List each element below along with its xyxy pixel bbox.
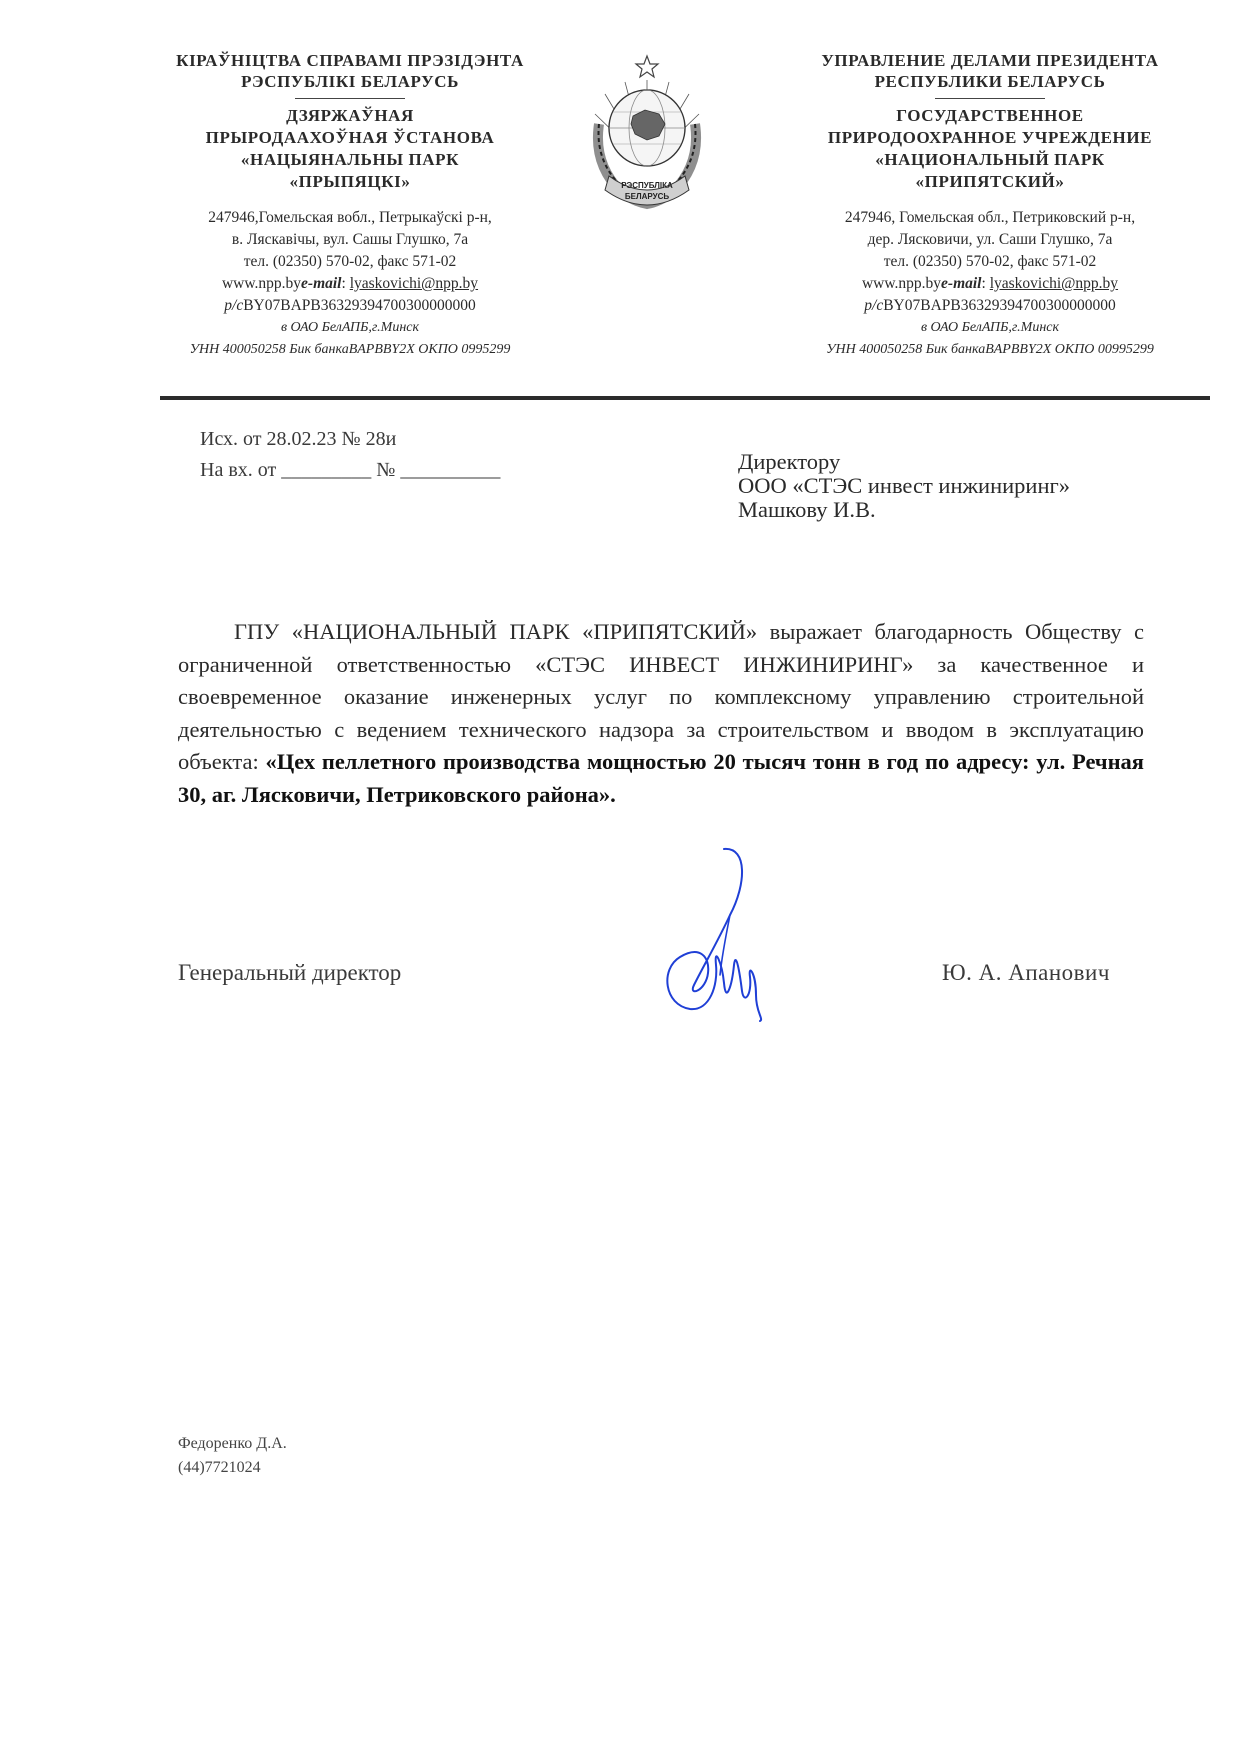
org-name-ru-line1: ГОСУДАРСТВЕННОЕ [896,106,1084,125]
org-name-ru-line4: «ПРИПЯТСКИЙ» [915,172,1065,191]
email-label: e-mail [941,275,982,292]
web-email-line: www.npp.bye-mail: lyaskovichi@npp.by [221,275,479,292]
header-right [770,50,1210,361]
authority-name-ru-line2: РЕСПУБЛИКИ БЕЛАРУСЬ [874,72,1106,91]
signatory-name: Ю. А. Апанович [942,960,1110,985]
account-line [770,295,1210,317]
executor-phone: (44)7721024 [178,1459,261,1476]
email-link[interactable]: lyaskovichi@npp.by [349,275,479,292]
org-name-be-line1: ДЗЯРЖАЎНАЯ [286,106,414,125]
body-paragraph [178,616,1144,811]
phone-line: тел. (02350) 570-02, факс 571-02 [883,253,1097,270]
header-left [150,50,550,361]
org-name-be-line4: «ПРЫПЯЦКІ» [289,172,411,191]
letterhead-separator [160,396,1210,400]
codes-line: УНН 400050258 Бик банкаBAPBBY2X ОКПО 0995299 [189,342,511,357]
addressee-block [738,450,1070,522]
bank-line: в ОАО БелАПБ,г.Минск [280,320,420,335]
org-name-be-line2: ПРЫРОДААХОЎНАЯ ЎСТАНОВА [205,128,495,147]
outgoing-number: Исх. от 28.02.23 № 28и [200,428,397,450]
address-line2: в. Ляскавічы, вул. Сашы Глушко, 7а [231,231,469,248]
account-prefix: р/с [864,297,884,314]
org-name-ru [770,105,1210,193]
handwritten-signature [660,845,770,1025]
registration-block [200,424,500,486]
body-text-object: «Цех пеллетного производства мощностью 20 тысяч тонн в год по адресу: ул. Речная 30, аг. Лясковичи, Петриковского района». [178,749,1144,807]
codes-line: УНН 400050258 Бик банкаBAPBBY2X ОКПО 00995299 [826,342,1154,357]
incoming-number: На вх. от _________ № __________ [200,459,501,481]
org-address-ru [770,207,1210,361]
addressee-name: Машкову И.В. [738,497,876,522]
org-name-be-line3: «НАЦЫЯНАЛЬНЫ ПАРК [240,150,460,169]
org-name-ru-line2: ПРИРОДООХРАННОЕ УЧРЕЖДЕНИЕ [827,128,1153,147]
email-link[interactable]: lyaskovichi@npp.by [989,275,1119,292]
address-line2: дер. Лясковичи, ул. Саши Глушко, 7а [867,231,1113,248]
org-name-be [150,105,550,193]
website: www.npp.by [861,275,942,292]
header-divider [295,98,405,99]
account-number: BY07BAPB36329394700300000000 [883,297,1116,314]
account-number: BY07BAPB36329394700300000000 [243,297,476,314]
letter-body [178,616,1144,811]
belarus-coat-of-arms-icon [585,54,709,216]
bank-line: в ОАО БелАПБ,г.Минск [920,320,1060,335]
email-label: e-mail [301,275,342,292]
address-line1: 247946,Гомельская вобл., Петрыкаўскі р-н, [208,209,492,226]
signatory-title: Генеральный директор [178,960,402,985]
header-divider [935,98,1045,99]
executor-block [178,1432,287,1480]
authority-name-ru-line1: УПРАВЛЕНИЕ ДЕЛАМИ ПРЕЗИДЕНТА [821,51,1159,70]
body-text-intro: ГПУ «НАЦИОНАЛЬНЫЙ ПАРК «ПРИПЯТСКИЙ» выражает благодарность Обществу с ограниченной ответственностью «СТЭС ИНВЕСТ ИНЖИНИРИНГ» за качественное и своевременное оказание инженерных услуг по комплексному управлению строительной деятельностью с ведением технического надзора за строительством и вводом в эксплуатацию объекта: [178,619,1144,774]
addressee-position: Директору [738,449,841,474]
emblem-ribbon-line1: РЭСПУБЛІКА [621,181,673,190]
phone-line: тел. (02350) 570-02, факс 571-02 [243,253,457,270]
authority-name-be-line1: КІРАЎНІЦТВА СПРАВАМІ ПРЭЗІДЭНТА [176,51,524,70]
addressee-company: ООО «СТЭС инвест инжиниринг» [738,473,1070,498]
emblem-ribbon-line2: БЕЛАРУСЬ [624,192,670,201]
account-line [150,295,550,317]
website: www.npp.by [221,275,302,292]
address-line1: 247946, Гомельская обл., Петриковский р-н, [844,209,1136,226]
org-address-be [150,207,550,361]
authority-name-be-line2: РЭСПУБЛІКІ БЕЛАРУСЬ [241,72,459,91]
executor-name: Федоренко Д.А. [178,1435,287,1452]
web-email-line: www.npp.bye-mail: lyaskovichi@npp.by [861,275,1119,292]
account-prefix: р/с [224,297,244,314]
org-name-ru-line3: «НАЦИОНАЛЬНЫЙ ПАРК [875,150,1105,169]
